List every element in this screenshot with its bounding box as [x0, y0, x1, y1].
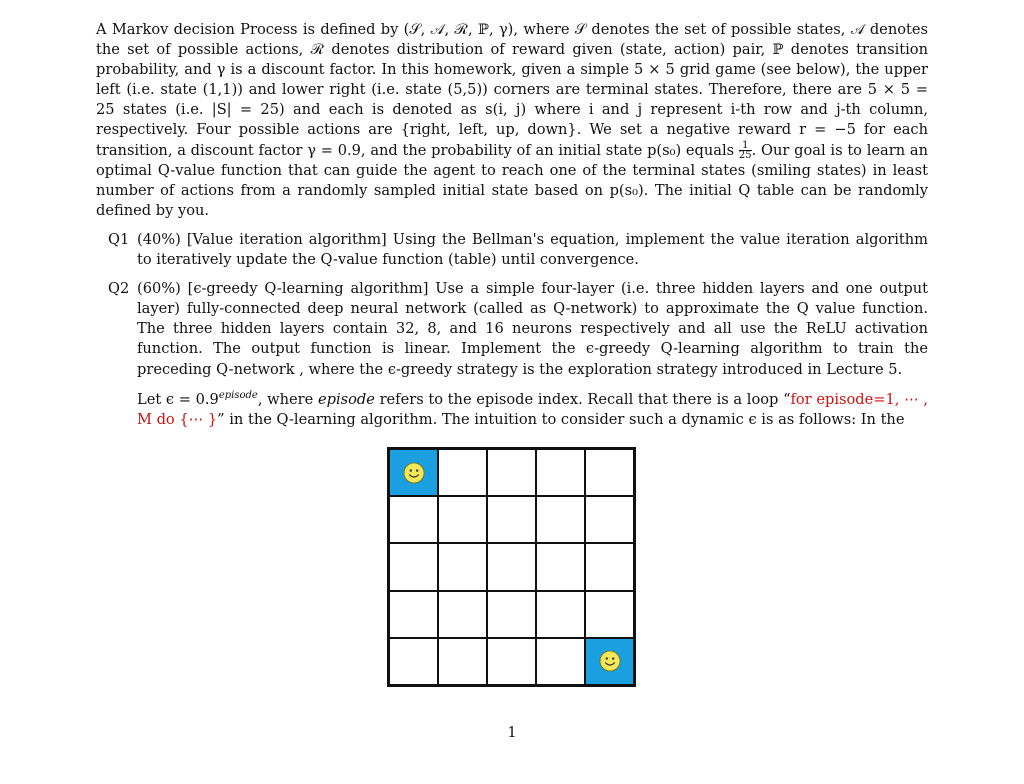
question-1-label: Q1: [108, 230, 130, 248]
grid-cell: [438, 449, 487, 496]
grid-cell: [585, 449, 634, 496]
grid-cell: [487, 591, 536, 638]
grid-world: [387, 447, 636, 687]
fraction-denominator: 25: [738, 150, 752, 162]
intro-paragraph: [96, 20, 928, 221]
grid-cell: [389, 543, 438, 590]
epsilon-definition: Let ϵ = 0.9: [137, 390, 219, 408]
intro-text-after: . Our goal is to learn an optimal Q-value function that can guide the agent to reach one of the terminal states (smiling states) in least number of actions from a randomly sampled initial state based on p(s₀). The initial Q table can be randomly defined by you.: [96, 141, 928, 219]
question-1: [96, 230, 928, 270]
epsilon-exponent: episode: [218, 389, 258, 401]
page-number: 1: [507, 724, 517, 741]
grid-cell: [536, 496, 585, 543]
grid-cell: [487, 496, 536, 543]
question-2-epsilon-paragraph: [137, 386, 928, 430]
grid-cell: [438, 638, 487, 685]
grid-cell: [438, 496, 487, 543]
fraction-numerator: 1: [739, 141, 752, 151]
fraction: [739, 141, 752, 160]
grid-cell: [536, 449, 585, 496]
grid-cell: [487, 449, 536, 496]
terminal-grid-cell: [585, 638, 634, 685]
smiley-face-icon: [403, 462, 425, 484]
loop-text: for episode=1, ⋯ , M do {⋯ }: [137, 390, 928, 428]
grid-cell: [487, 638, 536, 685]
grid-cell: [438, 543, 487, 590]
grid-cell: [389, 638, 438, 685]
grid-cell: [389, 496, 438, 543]
episode-word: episode: [317, 390, 375, 408]
question-1-text: (40%) [Value iteration algorithm] Using the Bellman's equation, implement the value iteration algorithm to iteratively update the Q-value function (table) until convergence.: [137, 230, 928, 269]
grid-cell: [585, 496, 634, 543]
question-2: [96, 279, 928, 430]
grid-cell: [438, 591, 487, 638]
grid-cell: [536, 591, 585, 638]
grid-cell: [536, 638, 585, 685]
grid-cell: [487, 543, 536, 590]
document-page: [96, 20, 928, 430]
terminal-grid-cell: [389, 449, 438, 496]
smiley-face-icon: [599, 650, 621, 672]
question-2-text: (60%) [ϵ-greedy Q-learning algorithm] Use a simple four-layer (i.e. three hidden layers and one output layer) fully-connected deep neural network (called as Q-network) to approximate the Q value function. The three hidden layers contain 32, 8, and 16 neurons respectively and all use the ReLU activation function. The output function is linear. Implement the ϵ-greedy Q-learning algorithm to train the preceding Q-network , where the ϵ-greedy strategy is the exploration strategy introduced in Lecture 5.: [137, 280, 928, 378]
grid-cell: [536, 543, 585, 590]
epsilon-text-1: , where: [257, 390, 314, 408]
grid-cell: [585, 543, 634, 590]
epsilon-text-3: ” in the Q-learning algorithm. The intuition to consider such a dynamic ϵ is as follows: In the: [217, 410, 905, 428]
epsilon-text-2: refers to the episode index. Recall that there is a loop “: [379, 390, 791, 408]
intro-text: A Markov decision Process is defined by (𝒮, 𝒜, ℛ, ℙ, γ), where 𝒮 denotes the set of possible states, 𝒜 denotes the set of possible actions, ℛ denotes distribution of reward given (state, action) pair, ℙ denotes transition probability, and γ is a discount factor. In this homework, given a simple 5 × 5 grid game (see below), the upper left (i.e. state (1,1)) and lower right (i.e. state (5,5)) corners are terminal states. Therefore, there are 5 × 5 = 25 states (i.e. |S| = 25) and each is denoted as s(i, j) where i and j represent i-th row and j-th column, respectively. Four possible actions are {right, left, up, down}. We set a negative reward r = −5 for each transition, a discount factor γ = 0.9, and the probability of an initial state p(s₀) equals: [96, 21, 928, 159]
grid-cell: [389, 591, 438, 638]
grid-cell: [585, 591, 634, 638]
question-2-label: Q2: [108, 280, 130, 298]
